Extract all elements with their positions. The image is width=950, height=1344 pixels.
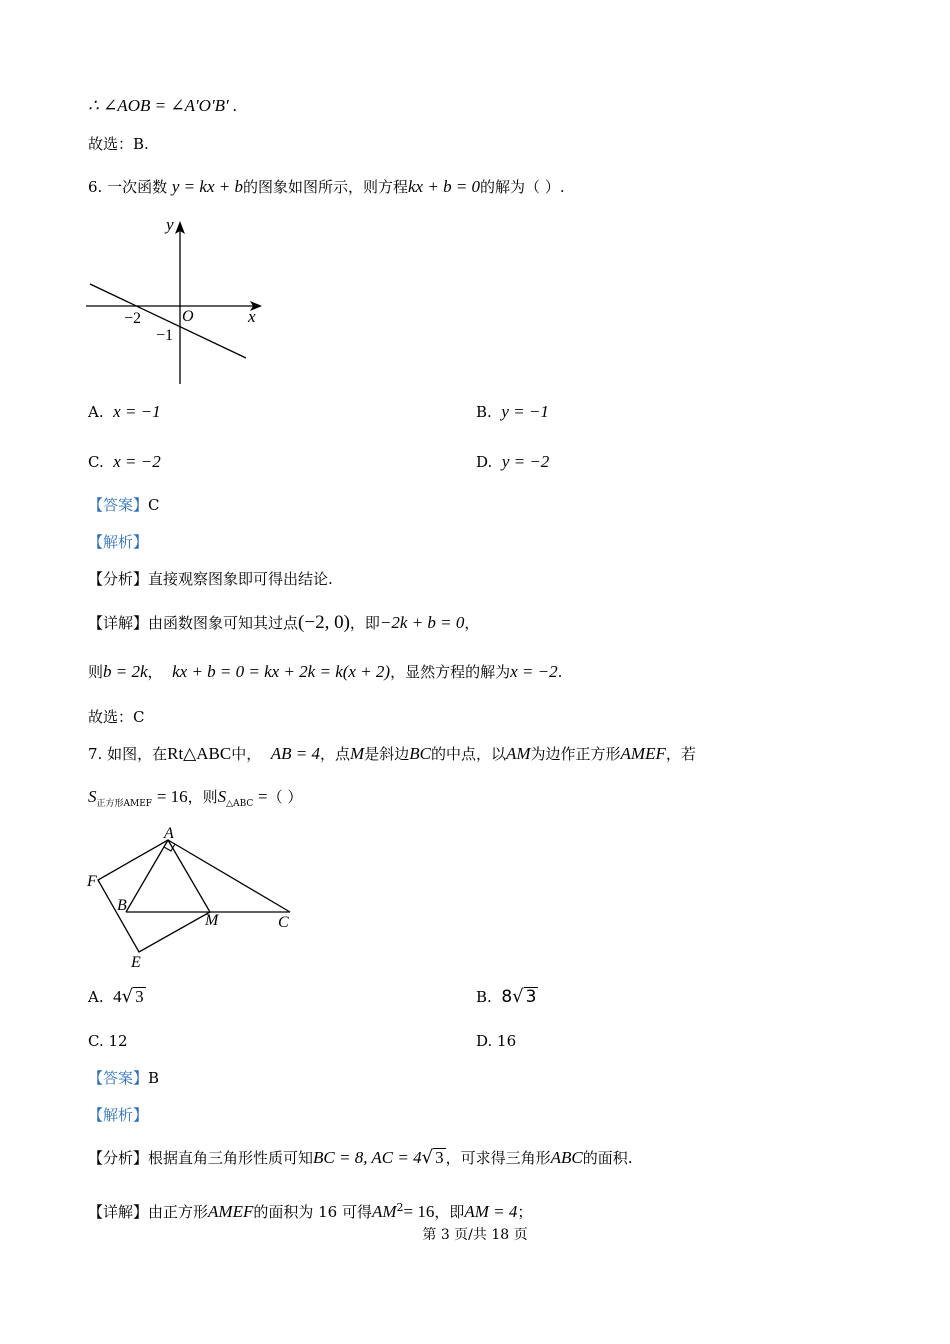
q6-xiangjie-line2: 则b = 2k， kx + b = 0 = kx + 2k = k(x + 2)，显然方程的解为x = −2.	[88, 662, 563, 681]
q7-label-b: B	[117, 897, 127, 914]
q7-number: 7.	[88, 745, 103, 763]
q6-answer-tag: 【答案】	[88, 496, 149, 514]
q7-xiangjie-tag: 【详解】	[88, 1203, 149, 1221]
q7-label-m: M	[205, 912, 219, 929]
q7-label-c: C	[278, 914, 289, 931]
q7-label-e: E	[131, 954, 141, 971]
q6-text-c: 的解为（ ）.	[480, 178, 565, 196]
q6-point: (−2, 0)	[298, 612, 350, 633]
q7-answer-value: B	[148, 1069, 160, 1087]
q6-option-d: D. y = −2	[476, 452, 550, 471]
q7-side-ab	[126, 840, 168, 912]
q7-figure	[84, 822, 304, 974]
q6-equation: kx + b = 0	[408, 177, 481, 196]
q6-jiexi-tag: 【解析】	[88, 533, 149, 551]
q7-s2-label: S	[217, 787, 227, 806]
q6-eq3: b = 2k	[103, 662, 148, 681]
q6-fenxi	[88, 567, 333, 591]
q7-s-sub: 正方形AMEF	[96, 799, 153, 809]
q6-fenxi-tag: 【分析】	[88, 570, 149, 588]
q6-option-b-value: y = −1	[501, 402, 549, 421]
q6-eq5: x = −2	[510, 662, 558, 681]
q7-option-c: C. 12	[88, 1032, 128, 1050]
q7-option-c-value: 12	[108, 1032, 128, 1050]
q7-fenxi-rad: 3	[435, 1148, 444, 1167]
q7-fenxi: 【分析】根据直角三角形性质可知BC = 8, AC = 4√ 3 ，可求得三角形ABC的面积.	[88, 1147, 633, 1168]
q6-y-label: y	[166, 215, 174, 234]
page-footer: 第 3 页/共 18 页	[422, 1227, 528, 1243]
q6-option-b: B. y = −1	[476, 402, 549, 421]
q7-option-d: D. 16	[476, 1032, 517, 1050]
q6-option-a-value: x = −1	[113, 402, 161, 421]
q6-function-line	[90, 284, 246, 358]
q7-side-ac	[168, 840, 290, 912]
q7-option-a: A. 4√ 3	[88, 986, 144, 1007]
q7-fenxi-tag: 【分析】	[88, 1149, 149, 1167]
q6-x-intercept-label: −2	[124, 310, 142, 327]
q7-fenxi-eq: BC = 8, AC = 4	[313, 1148, 422, 1167]
choice-line-q5: 故选：B.	[88, 135, 149, 153]
q6-answer	[88, 493, 160, 517]
q6-number: 6.	[88, 178, 103, 196]
q7-option-b: B. 8√ 3	[476, 986, 537, 1007]
q6-x-label: x	[248, 307, 256, 326]
q7-option-b-rad: 3	[525, 987, 537, 1007]
q6-option-a: A. x = −1	[88, 402, 161, 421]
q6-eq4: kx + b = 0 = kx + 2k = k(x + 2)	[172, 662, 391, 681]
q7-stem-line2: $S_{正方形AMEF} = 16$，则$S_{\triangle ABC}$ =（ ）	[88, 787, 303, 809]
q6-text-b: 的图象如图所示，则方程	[242, 178, 408, 196]
q7-option-a-rad: 3	[135, 987, 144, 1006]
q7-xiangjie-eq2: AM = 4	[464, 1202, 518, 1221]
q6-answer-value: C	[148, 496, 160, 514]
q6-option-c: C. x = −2	[88, 452, 161, 471]
q6-eq2: −2k + b = 0	[379, 613, 465, 632]
q7-answer-tag: 【答案】	[88, 1069, 149, 1087]
q6-xiangjie-tag: 【详解】	[88, 614, 149, 632]
q6-text-a: 一次函数	[107, 178, 168, 196]
q7-stem: 7. 如图，在Rt△ABC中， AB = 4，点M是斜边BC的中点，以AM为边作正方形AMEF，若	[88, 744, 696, 763]
q7-answer	[88, 1066, 159, 1090]
q6-graph	[84, 212, 274, 388]
q7-square-amef	[98, 840, 210, 952]
q7-s-val: = 16	[156, 787, 188, 806]
q6-origin-label: O	[182, 308, 194, 325]
q7-ab: AB = 4	[270, 744, 321, 763]
q7-jiexi-tag: 【解析】	[88, 1106, 149, 1124]
q6-xiangjie: 【详解】由函数图象可知其过点(−2, 0)，即−2k + b = 0，	[88, 612, 480, 633]
q7-s-label: S	[88, 787, 97, 806]
q7-label-a: A	[164, 825, 174, 842]
q7-xiangjie: 【详解】由正方形AMEF的面积为 16 可得$AM^2= 16$，即AM = 4；	[88, 1201, 533, 1221]
conclusion-line: ∴ ∠AOB = ∠A′O′B′ .	[88, 96, 238, 115]
q7-s2-sub: △ABC	[226, 799, 254, 809]
q6-function: y = kx + b	[171, 177, 243, 196]
q7-option-b-coef: 8	[501, 987, 513, 1007]
q6-y-intercept-label: −1	[156, 327, 174, 344]
q7-xiangjie-eq: AM	[371, 1202, 397, 1221]
q7-label-f: F	[87, 873, 97, 890]
q6-choice: 故选：C	[88, 708, 145, 726]
q6-option-d-value: y = −2	[501, 452, 550, 471]
q7-triangle: Rt△ABC	[167, 744, 232, 763]
q7-option-a-coef: 4	[113, 987, 122, 1006]
q6-stem	[88, 175, 565, 199]
q6-option-c-value: x = −2	[113, 452, 161, 471]
q7-option-d-value: 16	[497, 1032, 517, 1050]
q6-fenxi-text: 直接观察图象即可得出结论.	[148, 570, 333, 588]
